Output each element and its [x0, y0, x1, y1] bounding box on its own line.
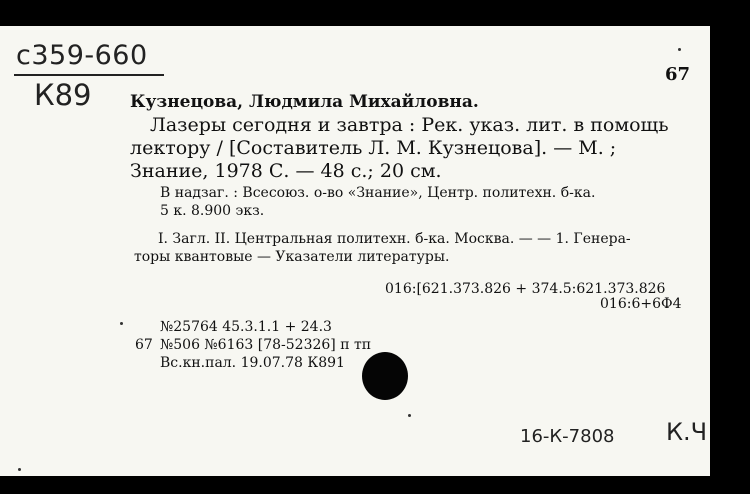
classification-line-1: 016:[621.373.826 + 374.5:621.373.826 — [385, 281, 666, 297]
title-line-2: лектору / [Составитель Л. М. Кузнецова]. — М. ; — [130, 137, 617, 159]
note-line-2: 5 к. 8.900 экз. — [160, 203, 265, 219]
call-number-top: с359-660 — [16, 40, 148, 71]
speck — [408, 414, 411, 417]
title-line-3: Знание, 1978 С. — 48 с.; 20 см. — [130, 160, 442, 182]
speck — [18, 468, 21, 471]
tracings-line-1: I. Загл. II. Центральная политехн. б-ка. Москва. — — 1. Генера- — [158, 231, 631, 247]
handwritten-corner-mark: К.Ч — [666, 418, 708, 446]
classification-line-2: 016:6+6Ф4 — [600, 296, 682, 312]
registry-line-3: Вс.кн.пал. 19.07.78 К891 — [160, 355, 345, 371]
page-number: 67 — [665, 64, 691, 85]
speck — [120, 322, 123, 325]
registry-line-1: №25764 45.3.1.1 + 24.3 — [160, 319, 332, 335]
catalog-card — [0, 26, 710, 476]
note-line-1: В надзаг. : Всесоюз. о-во «Знание», Центр. политехн. б-ка. — [160, 185, 596, 201]
author-heading: Кузнецова, Людмила Михайловна. — [130, 92, 479, 112]
tracings-line-2: торы квантовые — Указатели литературы. — [134, 249, 450, 265]
handwritten-bottom-number: 16-К-7808 — [520, 426, 615, 447]
ink-blot — [362, 352, 408, 400]
registry-line-2: №506 №6163 [78-52326] п тп — [160, 337, 372, 353]
call-number-underline — [14, 74, 164, 76]
call-number-bottom: К89 — [34, 78, 92, 112]
speck — [678, 48, 681, 51]
title-line-1: Лазеры сегодня и завтра : Рек. указ. лит. в помощь — [150, 114, 669, 136]
registry-prefix: 67 — [135, 337, 153, 353]
